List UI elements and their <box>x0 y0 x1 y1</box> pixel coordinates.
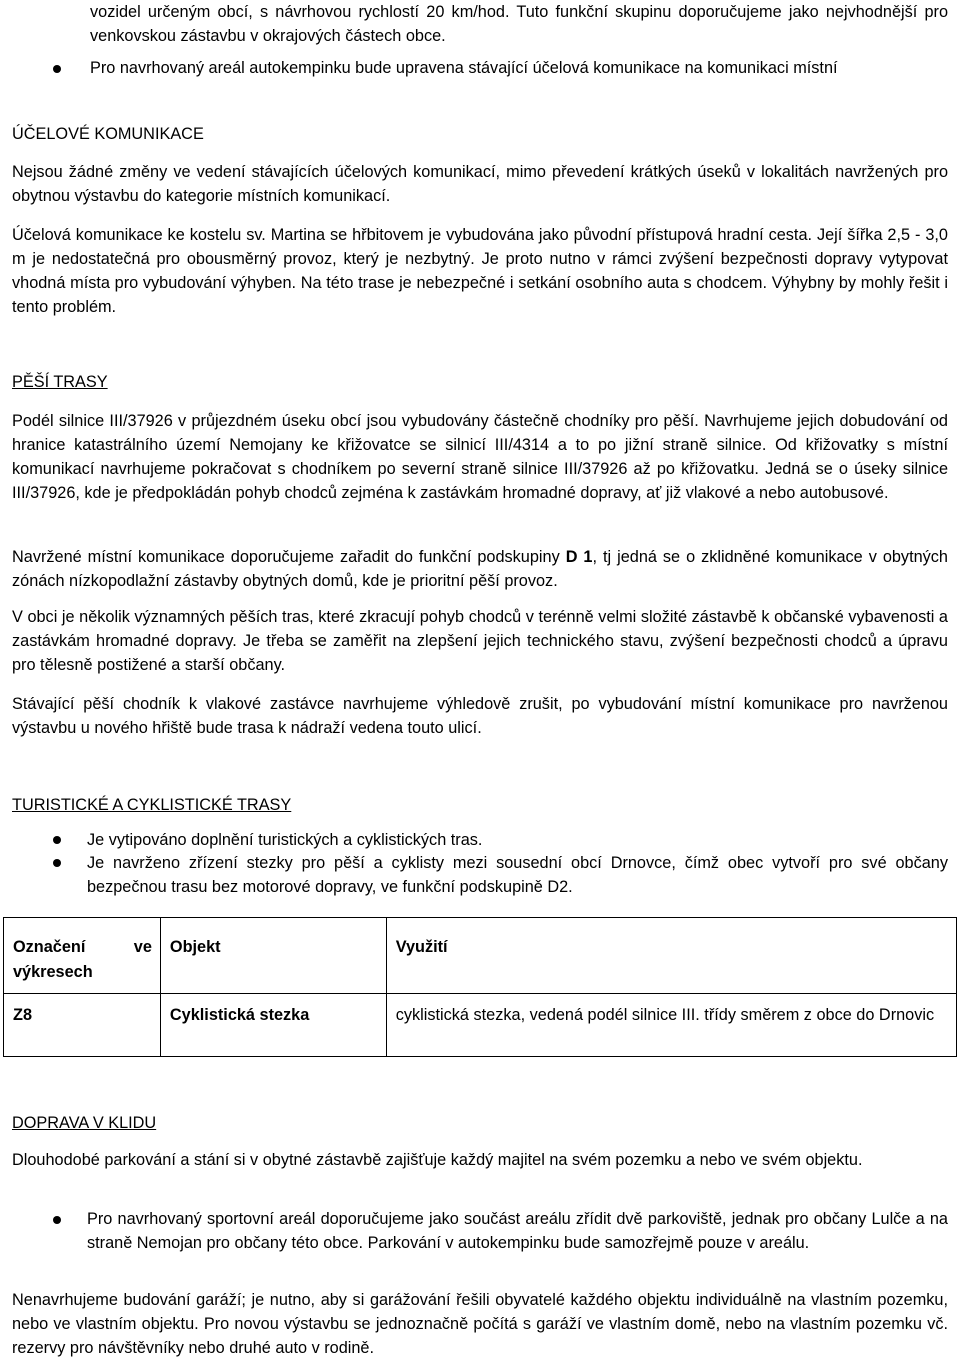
paragraph-pesi-4: Stávající pěší chodník k vlakové zastávce navrhujeme výhledově zrušit, po vybudování místní komunikace pro navrženou výstavbu u nového hřiště bude trasa k nádraží vedena touto ulicí. <box>12 695 948 737</box>
paragraph-klid-2: Nenavrhujeme budování garáží; je nutno, aby si garážování řešili obyvatelé každého objektu individuálně na vlastním pozemku, nebo ve vlastním objektu. Pro novou výstavbu se jednoznačně počítá s garáží ve vlastním domě, nebo na vlastním pozemku vč. rezervy pro návštěvníky nebo druhé auto v rodině. <box>12 1291 948 1357</box>
bullet-icon <box>53 1216 61 1224</box>
paragraph-ucelove-2: Účelová komunikace ke kostelu sv. Martina se hřbitovem je vybudována jako původní přístupová hradní cesta. Její šířka 2,5 - 3,0 m je nedostatečná pro obousměrný provoz, který je nezbytný. Je proto nutno v rámci zvýšení bezpečnosti dopravy vytypovat vhodná místa pro vybudování výhyben. Na této trase je nebezpečné i setkání osobního auta s chodcem. Výhybny by mohly řešit i tento problém. <box>12 226 948 316</box>
bullet-icon <box>53 836 61 844</box>
bullet-item-klid: Pro navrhovaný sportovní areál doporučujeme jako součást areálu zřídit dvě parkoviště, jednak pro občany Lulče a na straně Nemojan pro občany této obce. Parkování v autokempinku bude samozřejmě pouze v areálu. <box>87 1210 948 1252</box>
section-heading-klid: DOPRAVA V KLIDU <box>12 1114 157 1132</box>
paragraph-ucelove-1: Nejsou žádné změny ve vedení stávajících účelových komunikací, mimo převedení krátkých úseků v lokalitách navržených pro obytnou výstavbu do kategorie místních komunikací. <box>12 163 948 205</box>
bullet-icon <box>53 859 61 867</box>
bullet-icon <box>53 65 61 73</box>
table-cell: Z8 <box>4 994 161 1057</box>
table-header-cell: Označení ve výkresech <box>4 918 161 994</box>
objects-table <box>3 917 957 1057</box>
paragraph-pesi-1: Podél silnice III/37926 v průjezdném úseku obcí jsou vybudovány částečně chodníky pro pěší. Navrhujeme jejich dobudování od hranice katastrálního území Nemojany ke křižovatce se silnicí III/4314 a to po jižní straně silnice. Od křižovatky s místní komunikací navrhujeme pokračovat s chodníkem po severní straně silnice III/37926 až po křižovatku. Jedná se o úseky silnice III/37926, kde je předpokládán pohyb chodců zejména k zastávkám hromadné dopravy, ať již vlakové a nebo autobusové. <box>12 412 948 502</box>
table-header-row <box>4 918 957 994</box>
table-cell: cyklistická stezka, vedená podél silnice III. třídy směrem z obce do Drnovic <box>386 994 956 1057</box>
section-heading-pesi: PĚŠÍ TRASY <box>12 373 108 391</box>
paragraph-klid-1: Dlouhodobé parkování a stání si v obytné zástavbě zajišťuje každý majitel na svém pozemku a nebo ve svém objektu. <box>12 1151 863 1169</box>
table-cell: Cyklistická stezka <box>160 994 386 1057</box>
bullet-item-turist-1: Je vytipováno doplnění turistických a cyklistických tras. <box>87 831 483 849</box>
bullet-item-turist-2: Je navrženo zřízení stezky pro pěší a cyklisty mezi sousední obcí Drnovce, čímž obec vytvoří pro své občany bezpečnou trasu bez motorové dopravy, ve funkční podskupině D2. <box>87 854 948 896</box>
table-header-cell: Využití <box>386 918 956 994</box>
paragraph-top: vozidel určeným obcí, s návrhovou rychlostí 20 km/hod. Tuto funkční skupinu doporučujeme jako nejvhodnější pro venkovskou zástavbu v okrajových částech obce. <box>90 3 948 45</box>
section-heading-turist: TURISTICKÉ A CYKLISTICKÉ TRASY <box>12 796 292 814</box>
paragraph-pesi-2: Navržené místní komunikace doporučujeme zařadit do funkční podskupiny D 1, tj jedná se o zklidněné komunikace v obytných zónách nízkopodlažní zástavby obytných domů, kde je prioritní pěší provoz. <box>12 548 948 590</box>
section-heading-ucelove: ÚČELOVÉ KOMUNIKACE <box>12 125 204 143</box>
table-header-cell: Objekt <box>160 918 386 994</box>
table-row <box>4 994 957 1057</box>
bullet-item-autokemp: Pro navrhovaný areál autokempinku bude upravena stávající účelová komunikace na komunikaci místní <box>90 59 838 77</box>
paragraph-pesi-3: V obci je několik významných pěších tras, které zkracují pohyb chodců v terénně velmi složité zástavbě k občanské vybavenosti a zastávkám hromadné dopravy. Je třeba se zaměřit na zlepšení jejich technického stavu, zvýšení bezpečnosti chodců a úpravu pro tělesně postižené a starší občany. <box>12 608 948 674</box>
